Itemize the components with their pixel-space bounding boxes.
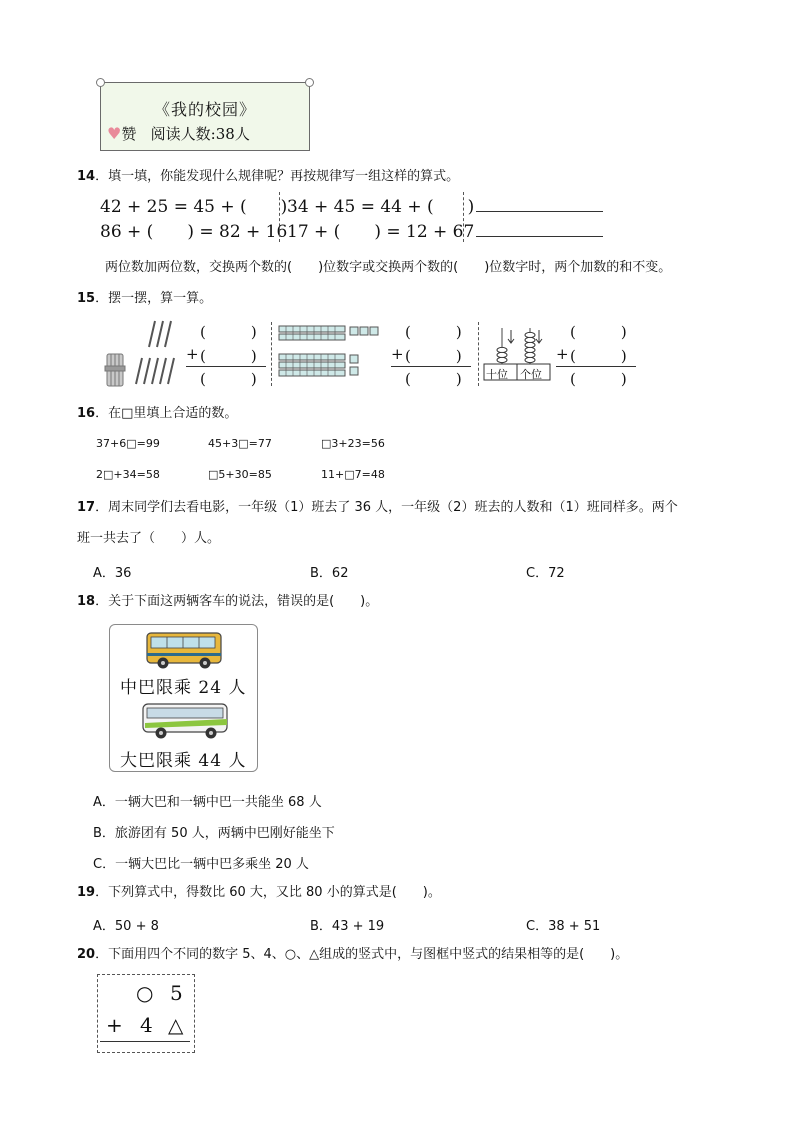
question-16: 16．在□里填上合适的数。 (77, 406, 238, 421)
sticks-image (103, 318, 185, 388)
divider-4 (478, 322, 479, 386)
ones-label: 个位 (520, 368, 542, 381)
triangle-symbol: △ (168, 1013, 184, 1037)
fill-item-6[interactable]: 11+□7=48 (321, 468, 385, 481)
q17-option-a[interactable]: A．36 (93, 566, 132, 581)
question-18: 18．关于下面这两辆客车的说法，错误的是( )。 (77, 594, 379, 609)
paren-2c[interactable]: ( ) (405, 370, 462, 388)
hook-right (305, 78, 314, 87)
sum-line-2 (391, 366, 471, 367)
hook-left (96, 78, 105, 87)
question-19: 19．下列算式中，得数比 60 大，又比 80 小的算式是( )。 (77, 885, 441, 900)
answer-line-2[interactable] (476, 236, 603, 237)
fill-item-4[interactable]: 2□+34=58 (96, 468, 160, 481)
coach-label: 大巴限乘 44 人 (120, 751, 247, 771)
vertical-sum-frame (97, 974, 195, 1053)
bus-info-card (109, 624, 258, 772)
equation-2: 86 + ( ) = 82 + 16 (100, 222, 288, 242)
circle-symbol: ○ (136, 981, 154, 1005)
equation-3: 34 + 45 = 44 + ( ) (287, 197, 475, 217)
fill-item-5[interactable]: □5+30=85 (208, 468, 272, 481)
answer-line-1[interactable] (476, 211, 603, 212)
sign-title: 《我的校园》 (153, 100, 256, 119)
paren-3a[interactable]: ( ) (570, 323, 627, 341)
question-17: 17．周末同学们去看电影，一年级（1）班去了 36 人，一年级（2）班去的人数和（1）班同样多。两个 (77, 500, 678, 515)
tens-label: 十位 (486, 368, 508, 381)
fill-item-1[interactable]: 37+6□=99 (96, 437, 160, 450)
blocks-image (278, 322, 380, 384)
paren-2b[interactable]: ( ) (405, 347, 462, 365)
minibus-label: 中巴限乘 24 人 (120, 678, 247, 698)
read-count: 阅读人数:38人 (150, 125, 250, 143)
like-label: 赞 (121, 125, 137, 143)
question-14: 14．填一填，你能发现什么规律呢？再按规律写一组这样的算式。 (77, 169, 460, 184)
paren-1b[interactable]: ( ) (200, 347, 257, 365)
q18-option-c[interactable]: C．一辆大巴比一辆中巴多乘坐 20 人 (93, 857, 309, 872)
divider-3 (271, 322, 272, 386)
fill-item-3[interactable]: □3+23=56 (321, 437, 385, 450)
minibus-icon (145, 629, 225, 671)
paren-1c[interactable]: ( ) (200, 370, 257, 388)
question-15: 15．摆一摆，算一算。 (77, 291, 213, 306)
stick-bundle (105, 354, 125, 386)
coach-icon (141, 701, 231, 741)
divider-1 (279, 192, 280, 242)
paren-3b[interactable]: ( ) (570, 347, 627, 365)
reading-sign (100, 82, 310, 151)
q18-option-a[interactable]: A．一辆大巴和一辆中巴一共能坐 68 人 (93, 795, 322, 810)
divider-2 (463, 192, 464, 242)
plus-sign-2: + (391, 345, 404, 363)
q18-option-b[interactable]: B．旅游团有 50 人，两辆中巴刚好能坐下 (93, 826, 335, 841)
q19-option-b[interactable]: B．43 + 19 (310, 919, 385, 934)
rule-text: 两位数加两位数，交换两个数的( )位数字或交换两个数的( )位数字时，两个加数的和不变。 (105, 260, 672, 275)
equation-1: 42 + 25 = 45 + ( ) (100, 197, 288, 217)
question-17-cont: 班一共去了（ ）人。 (77, 531, 221, 546)
paren-2a[interactable]: ( ) (405, 323, 462, 341)
digit-5: 5 (170, 981, 183, 1005)
paren-1a[interactable]: ( ) (200, 323, 257, 341)
equation-4: 17 + ( ) = 12 + 67 (287, 222, 475, 242)
sum-line-3 (556, 366, 636, 367)
sum-bar (100, 1041, 190, 1042)
digit-4: 4 (140, 1013, 153, 1037)
q17-option-c[interactable]: C．72 (526, 566, 565, 581)
q17-option-b[interactable]: B．62 (310, 566, 349, 581)
plus-sign-1: + (186, 345, 199, 363)
plus-sign-3: + (556, 345, 569, 363)
paren-3c[interactable]: ( ) (570, 370, 627, 388)
plus-sign-vertical: + (106, 1013, 123, 1037)
q19-option-a[interactable]: A．50 + 8 (93, 919, 159, 934)
question-20: 20．下面用四个不同的数字 5、4、○、△组成的竖式中，与图框中竖式的结果相等的是( )。 (77, 947, 629, 962)
fill-item-2[interactable]: 45+3□=77 (208, 437, 272, 450)
heart-icon: ♥ (107, 124, 122, 143)
sum-line-1 (186, 366, 266, 367)
q19-option-c[interactable]: C．38 + 51 (526, 919, 601, 934)
